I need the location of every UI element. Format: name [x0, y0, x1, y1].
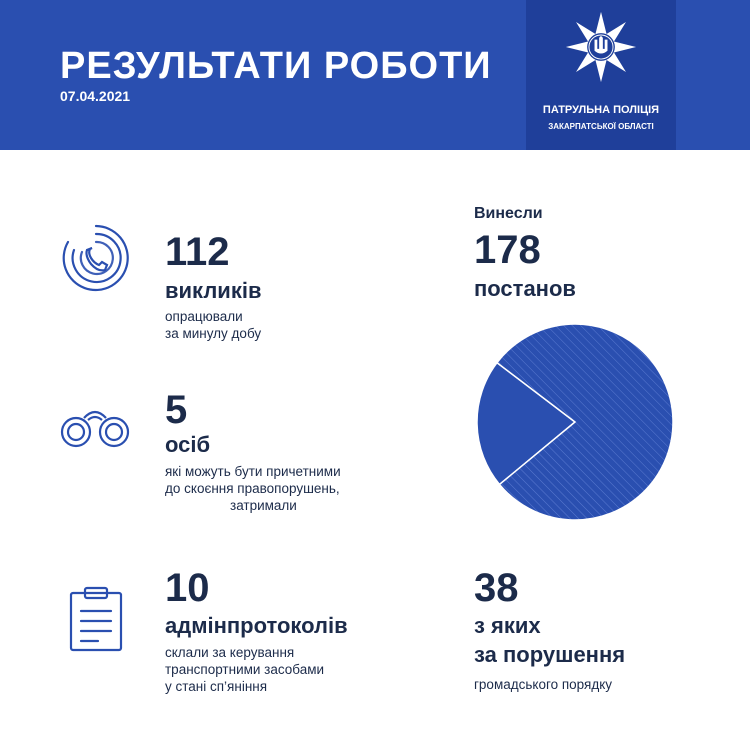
persons-line1: які можуть бути причетними [165, 464, 341, 479]
page-title: РЕЗУЛЬТАТИ РОБОТИ [60, 45, 492, 87]
protocols-word: адмінпротоколів [165, 613, 348, 638]
public-order-line1: з яких [474, 613, 541, 638]
calls-line1: опрацювали [165, 309, 243, 324]
protocols-line3: у стані сп’яніння [165, 679, 268, 694]
org-region: ЗАКАРПАТСЬКОЇ ОБЛАСТІ [548, 122, 654, 131]
persons-line2: до скоєння правопорушень, [165, 481, 340, 496]
persons-number: 5 [165, 388, 188, 432]
protocols-line1: склали за керування [165, 645, 295, 660]
phone-icon [60, 222, 132, 294]
org-name: ПАТРУЛЬНА ПОЛІЦІЯ [542, 104, 660, 116]
persons-line3: затримали [230, 498, 297, 513]
public-order-number: 38 [474, 566, 519, 610]
handcuffs-icon [58, 400, 132, 456]
public-order-line2: за порушення [474, 642, 626, 667]
rulings-word: постанов [474, 276, 576, 301]
report-date: 07.04.2021 [60, 88, 131, 104]
protocols-line2: транспортними засобами [165, 662, 325, 677]
rulings-label: Винесли [474, 205, 543, 222]
calls-line2: за минулу добу [165, 326, 262, 341]
rulings-pie-chart [475, 322, 675, 522]
clipboard-icon [68, 585, 124, 653]
public-order-line3: громадського порядку [474, 677, 613, 692]
calls-word: викликів [165, 278, 262, 303]
police-star-icon [564, 10, 638, 84]
calls-number: 112 [165, 230, 230, 274]
protocols-number: 10 [165, 566, 210, 610]
persons-word: осіб [165, 432, 211, 457]
police-logo-panel [526, 0, 676, 150]
rulings-number: 178 [474, 228, 541, 272]
